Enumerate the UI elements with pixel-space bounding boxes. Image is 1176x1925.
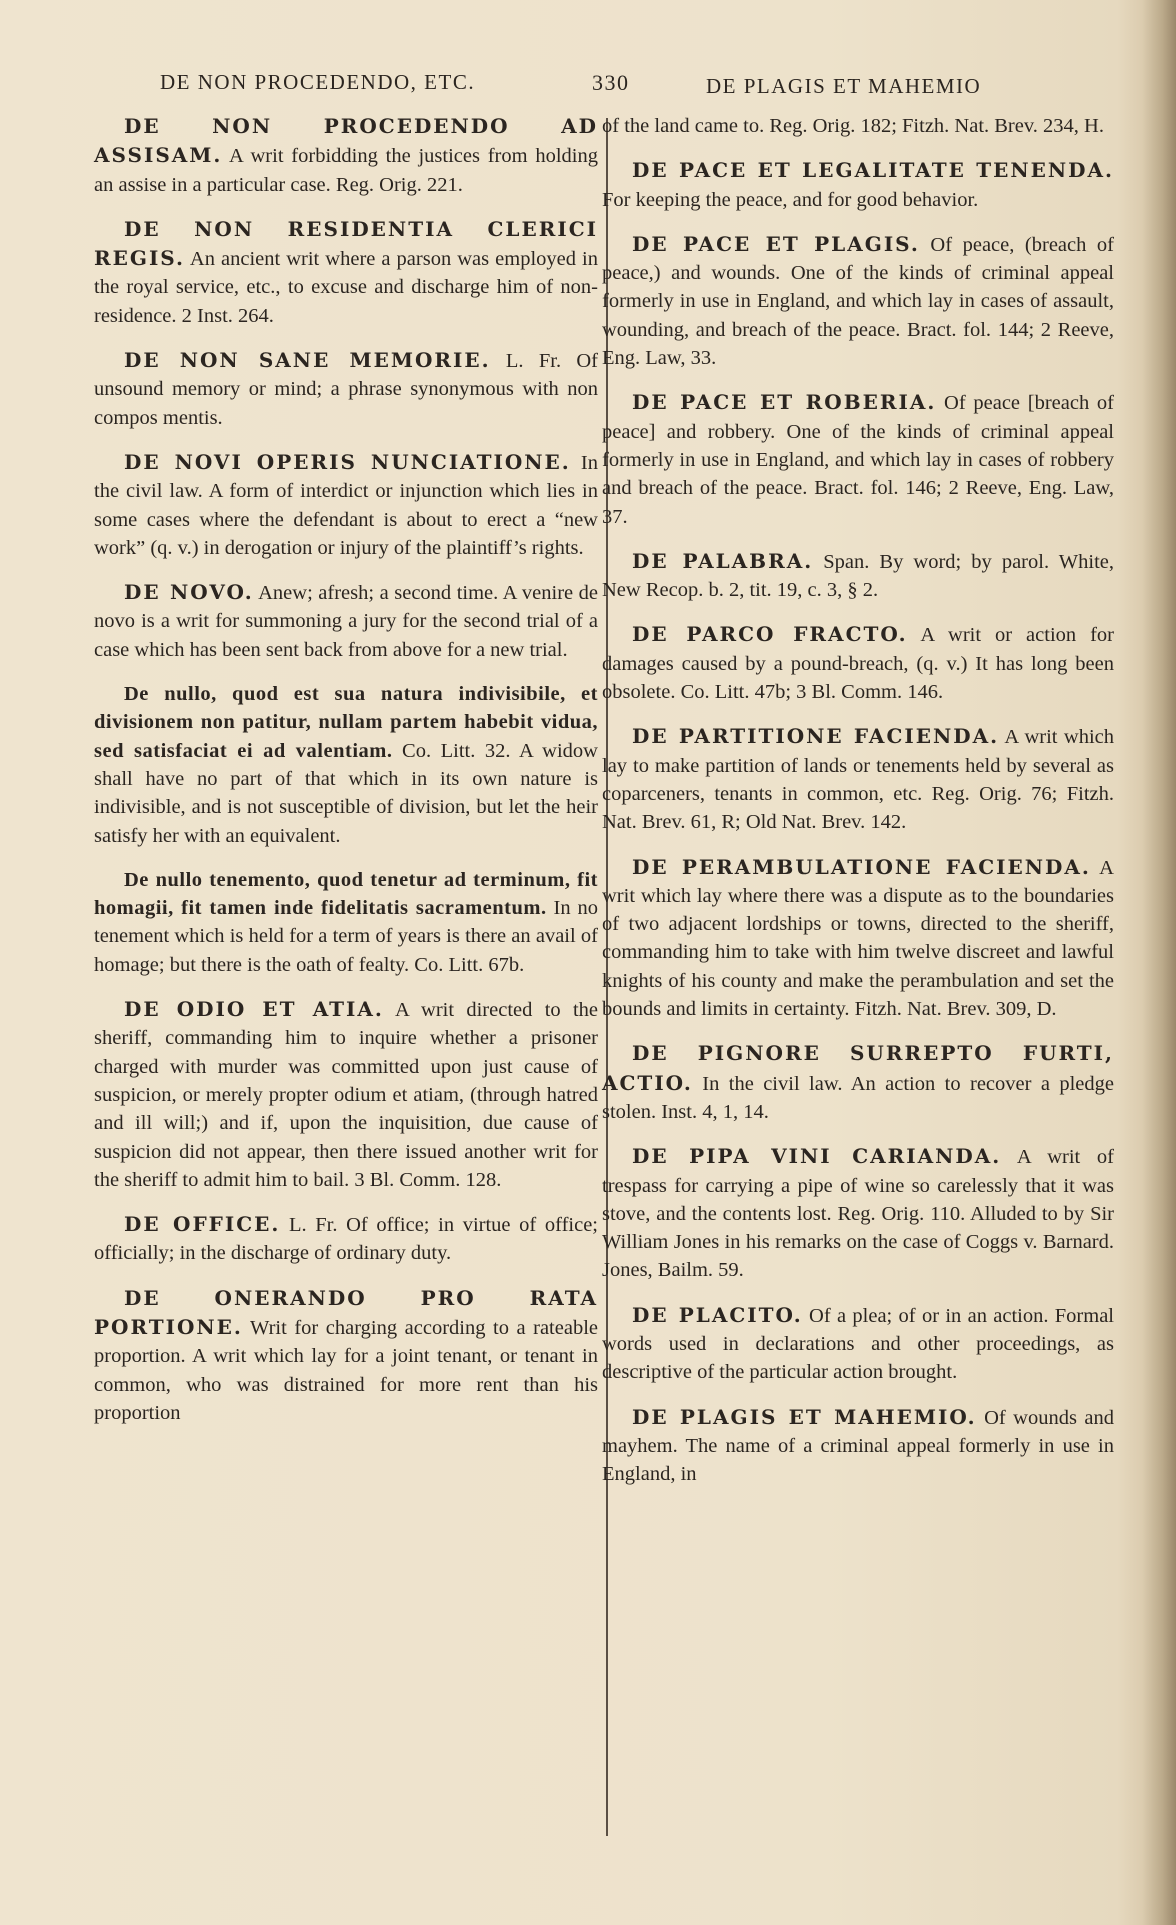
entry-maxim: De nullo tenemento, quod tenetur ad terminum, fit homagii, fit tamen inde fidelitatis sacramentum.	[94, 868, 598, 920]
entry-definition: For keeping the peace, and for good behavior.	[602, 188, 979, 211]
dictionary-entry	[94, 346, 598, 432]
page-number: 330	[592, 70, 630, 95]
entry-definition: A writ of trespass for carrying a pipe of wine so carelessly that it was stove, and the contents lost. Reg. Orig. 110. Alluded to by Sir William Jones in his remarks on the case of Coggs v. Barnard. Jones, Bailm. 59.	[602, 1146, 1114, 1282]
entry-headword: DE PACE ET ROBERIA.	[632, 390, 937, 415]
dictionary-entry	[602, 388, 1114, 530]
entry-definition: L. Fr. Of office; in virtue of office; officially; in the discharge of ordinary duty.	[94, 1214, 598, 1265]
entry-definition: An ancient writ where a parson was employed in the royal service, etc., to excuse and discharge him of non-residence. 2 Inst. 264.	[94, 248, 598, 327]
entry-headword: DE PACE ET LEGALITATE TENENDA.	[632, 158, 1114, 183]
entry-definition: A writ which lay where there was a dispute as to the boundaries of two adjacent lordships or towns, directed to the sheriff, commanding him to take with him twelve discreet and lawful knights of his county and make the perambulation and set the bounds and limits in certainty. Fitzh. Nat. Brev. 309, D.	[602, 856, 1114, 1021]
entry-headword: DE NOVI OPERIS NUNCIATIONE.	[124, 449, 571, 474]
entry-definition: Anew; afresh; a second time. A venire de novo is a writ for summoning a jury for the second trial of a case which has been sent back from above for a new trial.	[94, 582, 599, 661]
dictionary-entry	[94, 995, 598, 1194]
entry-definition: A writ which lay to make partition of lands or tenements held by several as coparceners, tenants in common, etc. Reg. Orig. 76; Fitzh. Nat. Brev. 61, R; Old Nat. Brev. 142.	[602, 726, 1114, 834]
entry-headword: DE PLACITO.	[632, 1302, 803, 1327]
entry-headword: DE NON RESIDENTIA CLERICI REGIS.	[94, 216, 598, 271]
right-column	[602, 112, 1114, 1504]
dictionary-entry	[94, 448, 598, 562]
dictionary-entry	[602, 722, 1114, 836]
entry-definition: Of peace, (breach of peace,) and wounds. One of the kinds of criminal appeal formerly in use in England, and which lay in cases of assault, wounding, and breach of the peace. Bract. fol. 144; 2 Reeve, Eng. Law, 33.	[602, 233, 1114, 370]
dictionary-entry	[94, 112, 598, 199]
entry-headword: DE PACE ET PLAGIS.	[632, 231, 920, 256]
dictionary-entry	[94, 215, 598, 330]
entry-definition: Span. By word; by parol. White, New Recop. b. 2, tit. 19, c. 3, § 2.	[602, 550, 1114, 602]
entry-definition: A writ or action for damages caused by a pound-breach, (q. v.) It has long been obsolete. Co. Litt. 47b; 3 Bl. Comm. 146.	[602, 624, 1114, 704]
dictionary-entry	[602, 853, 1114, 1024]
entry-headword: DE PALABRA.	[632, 548, 814, 573]
entry-definition: Of a plea; of or in an action. Formal words used in declarations and other proceedings, as descriptive of the particular action brought.	[602, 1304, 1114, 1384]
entry-headword: DE ONERANDO PRO RATA PORTIONE.	[94, 1285, 598, 1339]
entry-headword: DE NON SANE MEMORIE.	[124, 348, 491, 373]
entry-definition: Co. Litt. 32. A widow shall have no part of that which in its own nature is indivisible, and is not susceptible of division, but let the heir satisfy her with an equivalent.	[94, 739, 598, 847]
dictionary-entry	[602, 1142, 1114, 1284]
entry-headword: DE ODIO ET ATIA.	[124, 997, 384, 1022]
entry-definition: In no tenement which is held for a term of years is there an avail of homage; but there is the oath of fealty. Co. Litt. 67b.	[94, 897, 599, 976]
entry-definition: A writ directed to the sheriff, commanding him to inquire whether a prisoner charged with murder was committed upon just cause of suspicion, or merely propter odium et atiam, (through hatred and ill will;) and if, upon the inquisition, due cause of suspicion did not appear, then there issued another writ for the sheriff to admit him to bail. 3 Bl. Comm. 128.	[94, 999, 598, 1191]
dictionary-entry	[602, 156, 1114, 214]
dictionary-entry	[602, 620, 1114, 706]
entry-headword: DE PIPA VINI CARIANDA.	[632, 1144, 1002, 1169]
dictionary-entry	[602, 1403, 1114, 1489]
entry-definition: of the land came to. Reg. Orig. 182; Fitzh. Nat. Brev. 234, H.	[602, 115, 1104, 137]
entry-maxim: De nullo, quod est sua natura indivisibile, et divisionem non patitur, nullam partem habebit vidua, sed satisfaciat ei ad valentiam.	[94, 683, 598, 762]
entry-headword: DE PIGNORE SURREPTO FURTI, ACTIO.	[602, 1041, 1114, 1095]
continued-entry	[602, 112, 1114, 140]
entry-headword: DE PARCO FRACTO.	[632, 622, 908, 647]
entry-headword: DE OFFICE.	[124, 1212, 281, 1237]
entry-headword: DE NOVO.	[124, 580, 254, 605]
entry-headword: DE NON PROCEDENDO AD ASSISAM.	[94, 114, 598, 168]
entry-headword: DE PLAGIS ET MAHEMIO.	[632, 1404, 977, 1429]
dictionary-entry	[602, 1039, 1114, 1126]
maxim-entry	[94, 680, 598, 850]
entry-definition: In the civil law. An action to recover a pledge stolen. Inst. 4, 1, 14.	[602, 1072, 1114, 1123]
entry-headword: DE PERAMBULATIONE FACIENDA.	[632, 854, 1091, 879]
running-head-right: DE PLAGIS ET MAHEMIO	[706, 74, 982, 98]
dictionary-entry	[94, 1284, 598, 1427]
binding-shadow	[1142, 0, 1176, 1925]
running-head-left: DE NON PROCEDENDO, ETC.	[160, 70, 476, 94]
left-column	[94, 112, 598, 1443]
entry-definition: Of wounds and mayhem. The name of a criminal appeal formerly in use in England, in	[602, 1406, 1114, 1486]
entry-definition: A writ forbidding the justices from holding an assise in a particular case. Reg. Orig. 221.	[94, 145, 598, 196]
maxim-entry	[94, 866, 598, 979]
dictionary-entry	[602, 547, 1114, 605]
entry-definition: In the civil law. A form of interdict or injunction which lies in some cases where the defendant is about to erect a “new work” (q. v.) in derogation or injury of the plaintiff’s rights.	[94, 451, 598, 559]
dictionary-entry	[94, 1210, 598, 1268]
dictionary-entry	[602, 1301, 1114, 1387]
entry-definition: Writ for charging according to a rateable proportion. A writ which lay for a joint tenant, or tenant in common, who was distrained for more rent than his proportion	[94, 1316, 598, 1424]
entry-definition: Of peace [breach of peace] and robbery. One of the kinds of criminal appeal formerly in use in England, and which lay in cases of robbery and breach of the peace. Bract. fol. 146; 2 Reeve, Eng. Law, 37.	[602, 392, 1114, 528]
dictionary-entry	[94, 578, 598, 664]
running-head	[0, 70, 1176, 110]
dictionary-entry	[602, 230, 1114, 372]
entry-definition: L. Fr. Of unsound memory or mind; a phrase synonymous with non compos mentis.	[94, 350, 599, 429]
entry-headword: DE PARTITIONE FACIENDA.	[632, 724, 1000, 749]
